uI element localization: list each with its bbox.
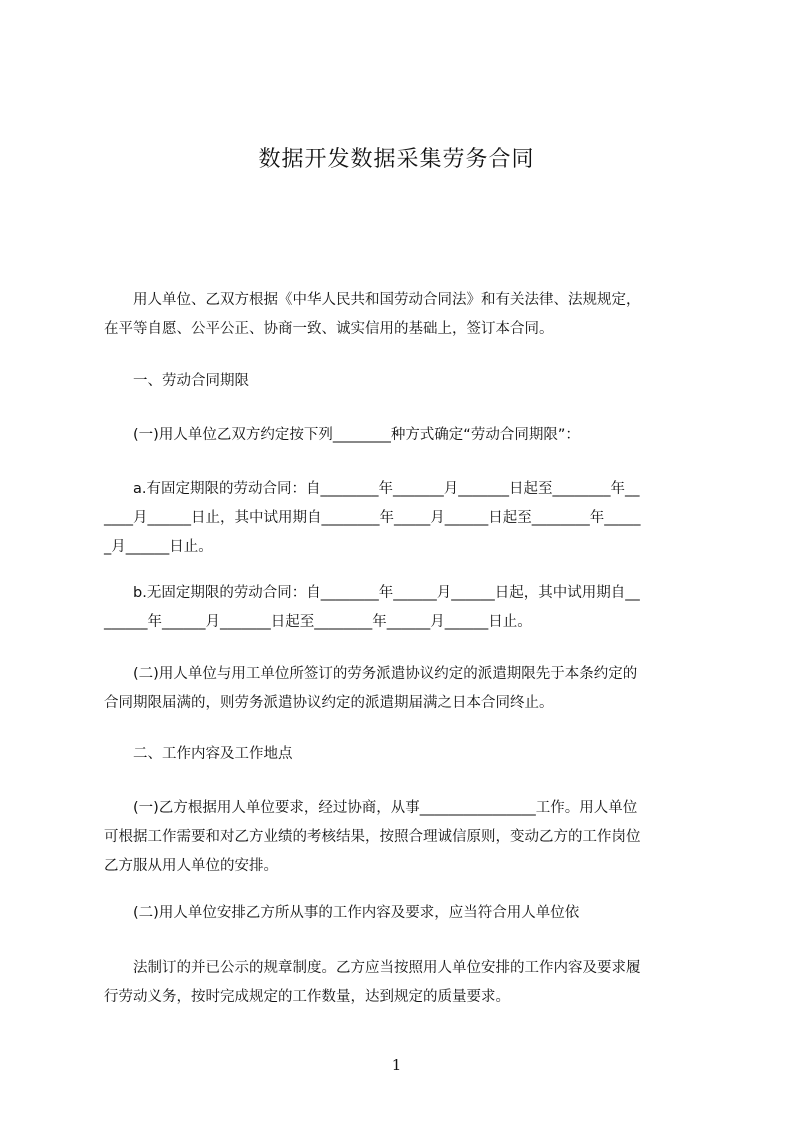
paragraph-line: 二、工作内容及工作地点 (104, 746, 293, 762)
paragraph-work-1 (104, 794, 700, 881)
paragraph-line: a.有固定期限的劳动合同：自________年_______月_______日起至________年__ (104, 481, 640, 497)
paragraph-preamble (104, 286, 700, 344)
page-number: 1 (391, 1056, 402, 1074)
paragraph-work-2 (104, 899, 700, 928)
section-heading-work (104, 740, 700, 769)
paragraph-line: (一)用人单位乙双方约定按下列________种方式确定“劳动合同期限”： (104, 427, 580, 443)
paragraph-line: 行劳动义务，按时完成规定的工作数量，达到规定的质量要求。 (104, 989, 510, 1005)
paragraph-line: ______年______月_______日起至________年______月______日止。 (104, 614, 532, 630)
paragraph-line: 用人单位、乙双方根据《中华人民共和国劳动合同法》和有关法律、法规规定， (104, 292, 641, 308)
paragraph-line: b.无固定期限的劳动合同：自________年______月______日起，其中试用期自__ (104, 585, 640, 601)
paragraph-term-2 (104, 660, 700, 718)
paragraph-term-1 (104, 421, 700, 450)
section-heading-term (104, 367, 700, 396)
document-title: 数据开发数据采集劳务合同 (258, 147, 535, 172)
paragraph-term-a (104, 475, 700, 562)
paragraph-line: ____月______日止，其中试用期自________年_____月______日起至________年_____ (104, 510, 641, 526)
paragraph-line: 可根据工作需要和对乙方业绩的考核结果，按照合理诚信原则，变动乙方的工作岗位 (104, 829, 641, 845)
paragraph-line: (一)乙方根据用人单位要求，经过协商，从事________________工作。用人单位 (104, 800, 638, 816)
paragraph-line: 在平等自愿、公平公正、协商一致、诚实信用的基础上，签订本合同。 (104, 321, 554, 337)
paragraph-line: 合同期限届满的，则劳务派遣协议约定的派遣期届满之日本合同终止。 (104, 695, 554, 711)
paragraph-line: (二)用人单位与用工单位所签订的劳务派遣协议约定的派遣期限先于本条约定的 (104, 666, 638, 682)
paragraph-line: _月______日止。 (104, 539, 213, 555)
paragraph-line: (二)用人单位安排乙方所从事的工作内容及要求，应当符合用人单位依 (104, 905, 580, 921)
paragraph-line: 法制订的并已公示的规章制度。乙方应当按照用人单位安排的工作内容及要求履 (104, 960, 641, 976)
paragraph-term-b (104, 579, 700, 637)
paragraph-line: 乙方服从用人单位的安排。 (104, 858, 278, 874)
paragraph-work-2-continued (104, 954, 700, 1012)
paragraph-line: 一、劳动合同期限 (104, 373, 249, 389)
